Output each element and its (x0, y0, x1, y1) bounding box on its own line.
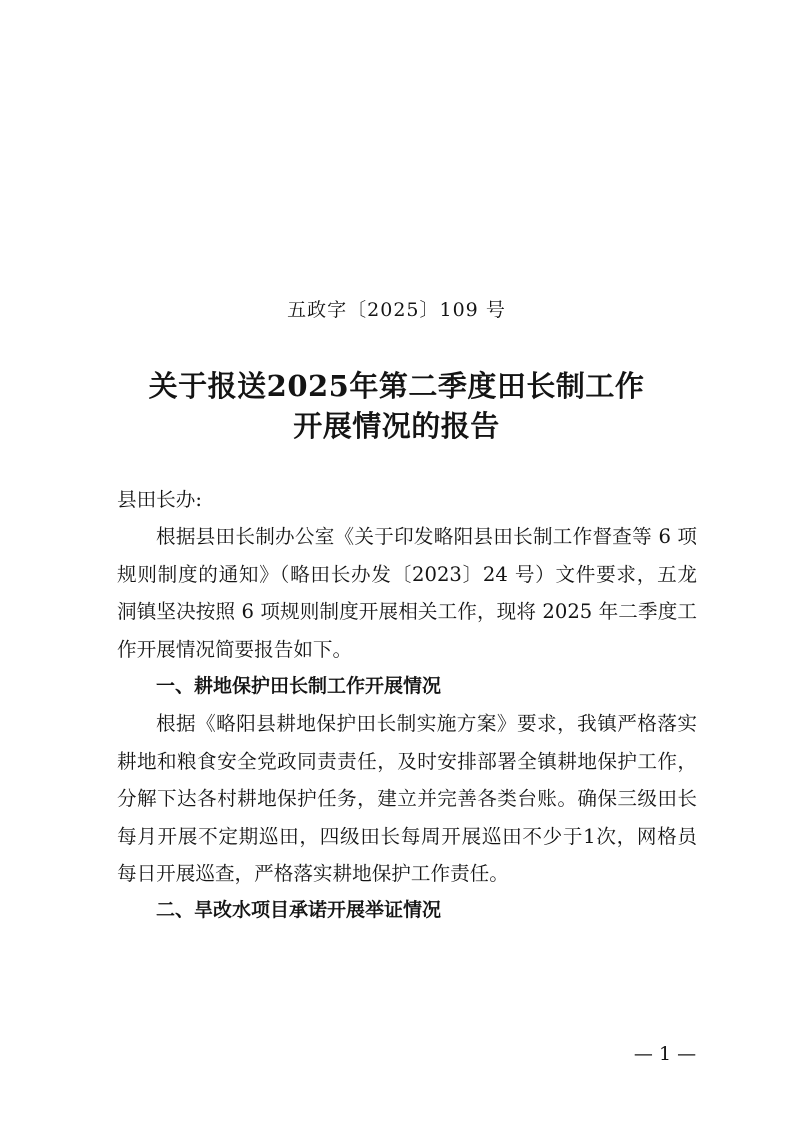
section-paragraph-1: 根据《略阳县耕地保护田长制实施方案》要求，我镇严格落实耕地和粮食安全党政同责责任，及时安排部署全镇耕地保护工作，分解下达各村耕地保护任务，建立并完善各类台账。确保三级田长每月开展不定期巡田，四级田长每周开展巡田不少于1次，网格员每日开展巡查，严格落实耕地保护工作责任。 (117, 712, 697, 886)
document-title (0, 366, 793, 446)
document-body (117, 481, 697, 930)
section-heading-2: 二、旱改水项目承诺开展举证情况 (156, 899, 442, 922)
section-heading-1: 一、耕地保护田长制工作开展情况 (156, 675, 442, 698)
title-line-1: 关于报送2025年第二季度田长制工作 (148, 369, 645, 403)
title-line-2: 开展情况的报告 (293, 409, 500, 443)
intro-paragraph: 根据县田长制办公室《关于印发略阳县田长制工作督查等 6 项规则制度的通知》（略田长办发〔2023〕24 号）文件要求，五龙洞镇坚决按照 6 项规则制度开展相关工作，现将 2025 年二季度工作开展情况简要报告如下。 (117, 525, 697, 661)
page-number: — 1 — (633, 1043, 697, 1065)
salutation: 县田长办: (117, 488, 202, 511)
document-number: 五政字〔2025〕109 号 (287, 299, 506, 321)
